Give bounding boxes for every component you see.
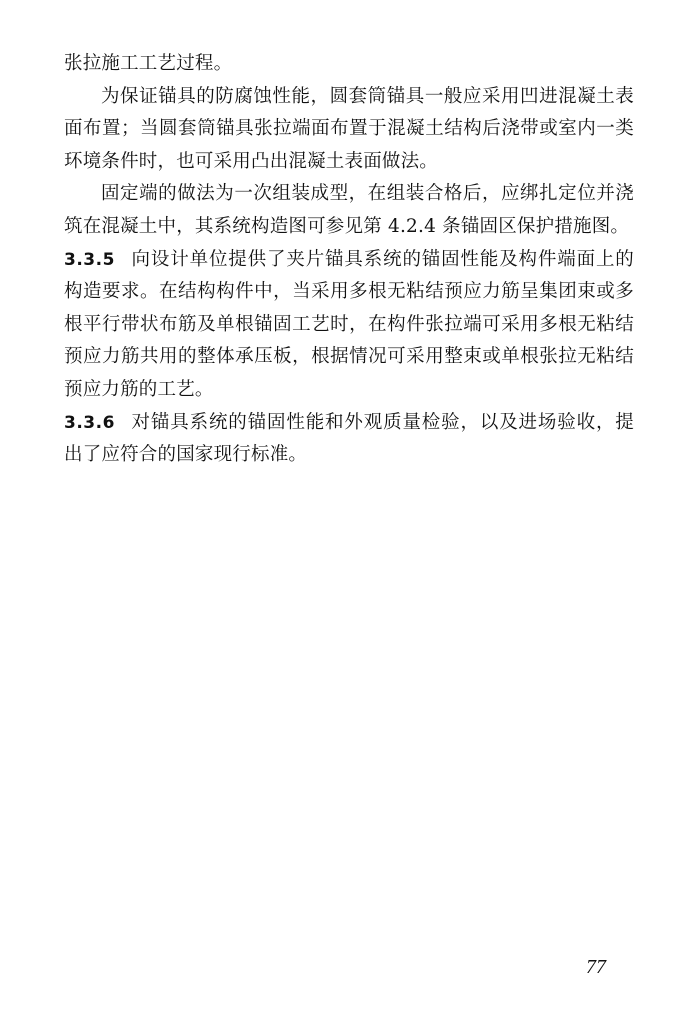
body-text [64, 48, 634, 472]
clause-3-3-6 [64, 407, 634, 472]
clause-number: 3.3.6 [64, 412, 115, 433]
paragraph-text: 对锚具系统的锚固性能和外观质量检验，以及进场验收，提出了应符合的国家现行标准。 [64, 411, 634, 466]
paragraph-text: 向设计单位提供了夹片锚具系统的锚固性能及构件端面上的构造要求。在结构构件中，当采用多根无粘结预应力筋呈集团束或多根平行带状布筋及单根锚固工艺时，在构件张拉端可采用多根无粘结预应力筋共用的整体承压板，根据情况可采用整束或单根张拉无粘结预应力筋的工艺。 [64, 248, 634, 400]
clause-3-3-5 [64, 244, 634, 407]
paragraph-text: 张拉施工工艺过程。 [64, 53, 233, 74]
paragraph-text: 为保证锚具的防腐蚀性能，圆套筒锚具一般应采用凹进混凝土表面布置；当圆套筒锚具张拉端面布置于混凝土结构后浇带或室内一类环境条件时，也可采用凸出混凝土表面做法。 [64, 85, 634, 172]
page-number: 77 [586, 956, 606, 978]
paragraph-continuation [64, 48, 634, 81]
paragraph-anchor-corrosion [64, 81, 634, 179]
paragraph-text: 固定端的做法为一次组装成型，在组装合格后，应绑扎定位并浇筑在混凝土中，其系统构造图可参见第 4.2.4 条锚固区保护措施图。 [64, 183, 634, 237]
clause-number: 3.3.5 [64, 249, 115, 270]
paragraph-fixed-end [64, 178, 634, 243]
